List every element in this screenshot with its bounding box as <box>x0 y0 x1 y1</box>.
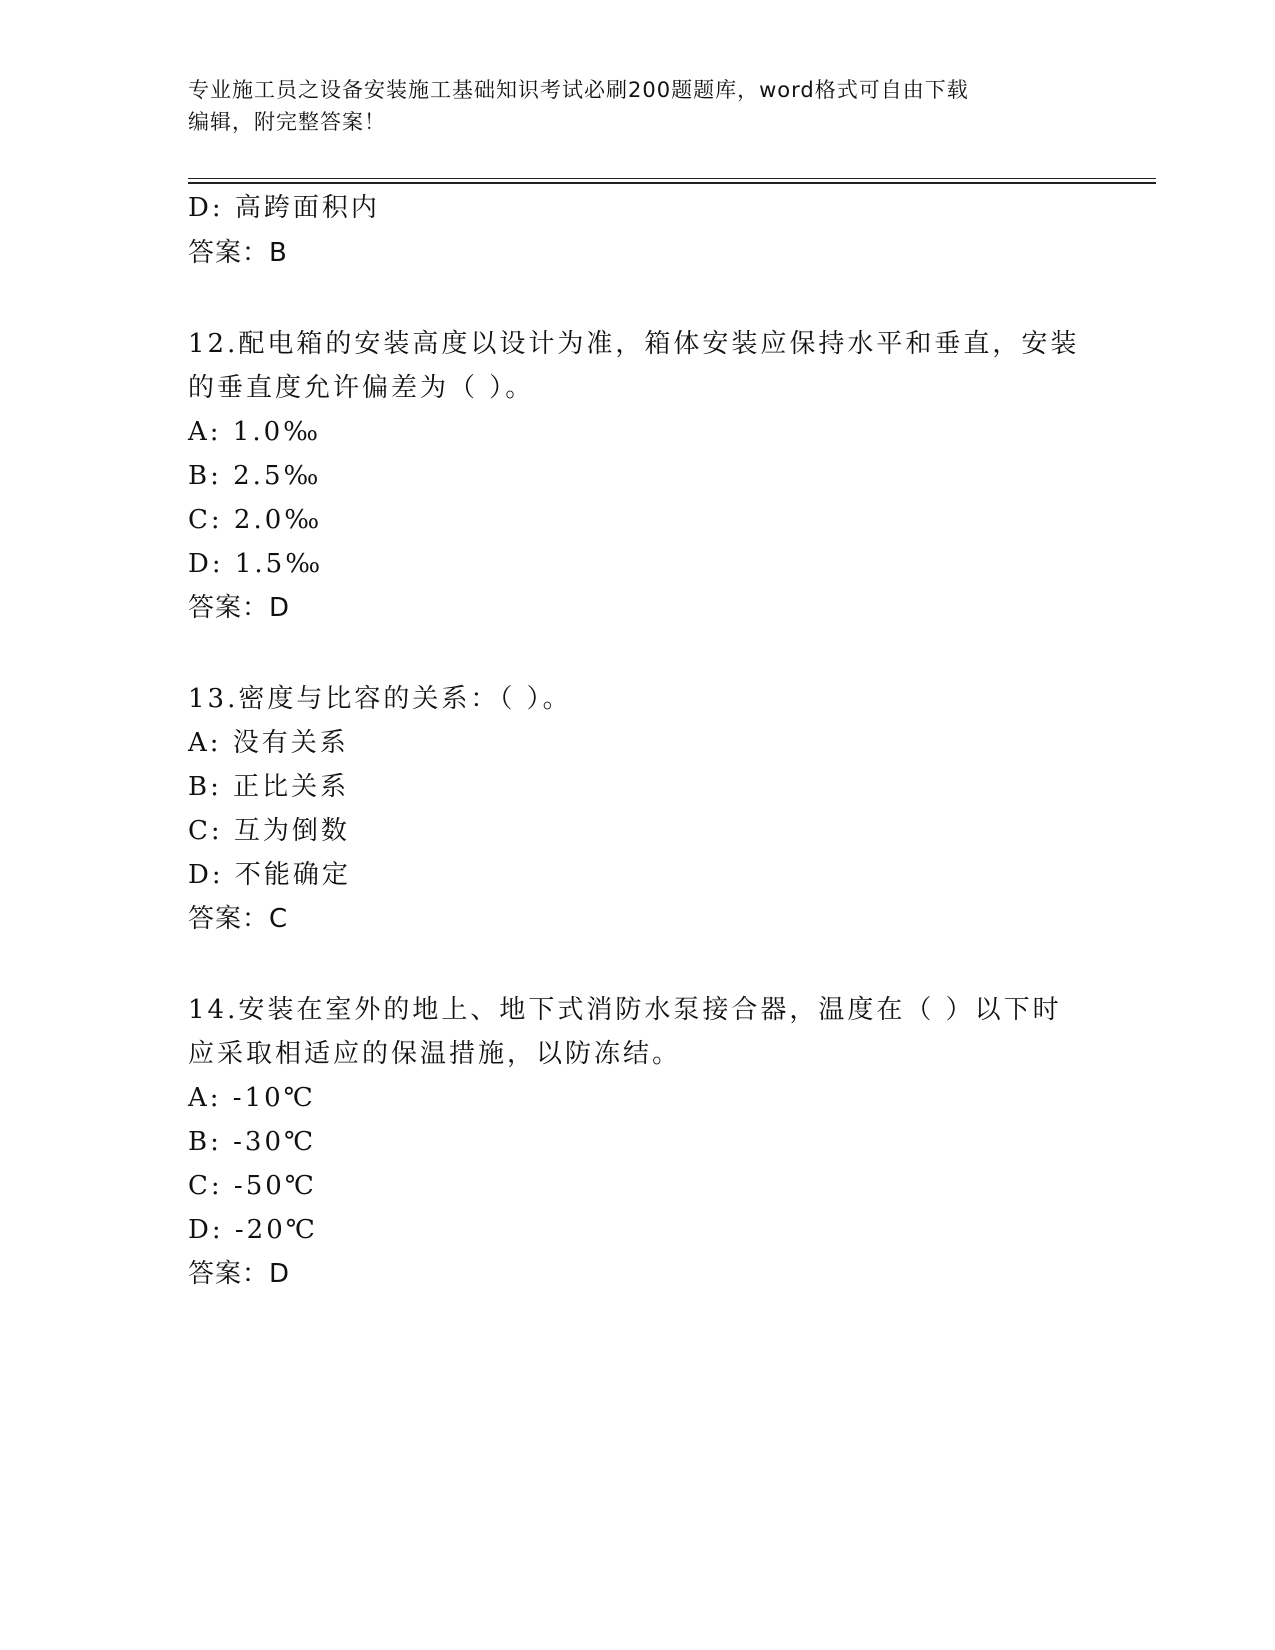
option-line: A: -10℃ <box>188 1083 316 1113</box>
header-line: 专业施工员之设备安装施工基础知识考试必刷200题题库，word格式可自由下载 <box>188 78 969 102</box>
option-line: D: 高跨面积内 <box>188 193 380 223</box>
option-line: D: 不能确定 <box>188 860 351 890</box>
question-text: 12.配电箱的安装高度以设计为准，箱体安装应保持水平和垂直，安装 <box>188 329 1080 359</box>
header-divider <box>188 182 1156 184</box>
answer-line: 答案：D <box>188 593 291 623</box>
question-text: 应采取相适应的保温措施，以防冻结。 <box>188 1039 682 1069</box>
answer-line: 答案：C <box>188 904 289 934</box>
option-line: C: -50℃ <box>188 1171 317 1201</box>
option-line: C: 2.0‰ <box>188 505 323 535</box>
question-text: 的垂直度允许偏差为（ ）。 <box>188 373 535 403</box>
question-text: 14.安装在室外的地上、地下式消防水泵接合器，温度在（ ）以下时 <box>188 995 1062 1025</box>
option-line: B: -30℃ <box>188 1127 317 1157</box>
header-line: 编辑，附完整答案！ <box>188 110 386 134</box>
header-divider <box>188 178 1156 179</box>
option-line: D: 1.5‰ <box>188 549 324 579</box>
option-line: C: 互为倒数 <box>188 816 350 846</box>
option-line: A: 1.0‰ <box>188 417 322 447</box>
option-line: A: 没有关系 <box>188 728 349 758</box>
option-line: D: -20℃ <box>188 1215 318 1245</box>
answer-line: 答案：B <box>188 238 288 268</box>
option-line: B: 正比关系 <box>188 772 350 802</box>
question-text: 13.密度与比容的关系：（ ）。 <box>188 684 572 714</box>
option-line: B: 2.5‰ <box>188 461 322 491</box>
document-header <box>188 74 1088 138</box>
answer-line: 答案：D <box>188 1259 291 1289</box>
